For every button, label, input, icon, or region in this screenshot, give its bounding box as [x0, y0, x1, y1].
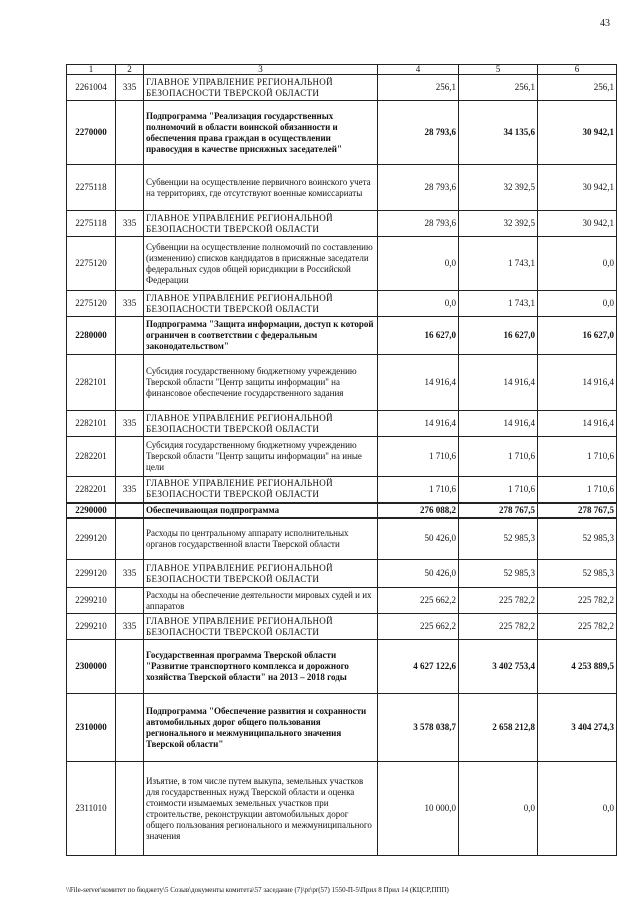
amount-cell: 278 767,5 [538, 503, 617, 518]
description-cell: Изъятие, в том числе путем выкупа, земельных участков для государственных нужд Тверской области и оценка стоимости изымаемых земельных участков при строительстве, реконструкции автомобильных дорог общего пользования регионального и межмуниципального значения [144, 762, 378, 856]
target-code-cell: 2270000 [67, 101, 116, 165]
dept-code-cell: 335 [116, 291, 144, 317]
column-header: 5 [459, 65, 538, 75]
description-cell: ГЛАВНОЕ УПРАВЛЕНИЕ РЕГИОНАЛЬНОЙ БЕЗОПАСНОСТИ ТВЕРСКОЙ ОБЛАСТИ [144, 75, 378, 101]
target-code-cell: 2282101 [67, 411, 116, 437]
amount-cell: 1 710,6 [378, 477, 459, 503]
amount-cell: 14 916,4 [378, 411, 459, 437]
description-cell: ГЛАВНОЕ УПРАВЛЕНИЕ РЕГИОНАЛЬНОЙ БЕЗОПАСНОСТИ ТВЕРСКОЙ ОБЛАСТИ [144, 560, 378, 588]
amount-cell: 32 392,5 [459, 165, 538, 211]
amount-cell: 225 662,2 [378, 588, 459, 614]
target-code-cell: 2275118 [67, 165, 116, 211]
amount-cell: 52 985,3 [538, 518, 617, 560]
target-code-cell: 2275120 [67, 237, 116, 291]
budget-table [66, 64, 617, 856]
description-cell: Подпрограмма "Реализация государственных полномочий в области воинской обязанности и обеспечения права граждан в осуществлении правосудия в качестве присяжных заседателей" [144, 101, 378, 165]
dept-code-cell [116, 640, 144, 694]
amount-cell: 50 426,0 [378, 560, 459, 588]
target-code-cell: 2299120 [67, 560, 116, 588]
description-cell: Подпрограмма "Обеспечение развития и сохранности автомобильных дорог общего пользования регионального и межмуниципального значения Тверской области" [144, 694, 378, 762]
description-cell: ГЛАВНОЕ УПРАВЛЕНИЕ РЕГИОНАЛЬНОЙ БЕЗОПАСНОСТИ ТВЕРСКОЙ ОБЛАСТИ [144, 477, 378, 503]
amount-cell: 14 916,4 [459, 411, 538, 437]
amount-cell: 0,0 [459, 762, 538, 856]
amount-cell: 30 942,1 [538, 101, 617, 165]
table-row [67, 477, 617, 503]
description-cell: Государственная программа Тверской области "Развитие транспортного комплекса и дорожного хозяйства Тверской области" на 2013 – 2018 годы [144, 640, 378, 694]
dept-code-cell: 335 [116, 560, 144, 588]
amount-cell: 1 710,6 [538, 437, 617, 477]
amount-cell: 1 743,1 [459, 237, 538, 291]
amount-cell: 276 088,2 [378, 503, 459, 518]
amount-cell: 256,1 [378, 75, 459, 101]
amount-cell: 1 710,6 [378, 437, 459, 477]
column-header: 4 [378, 65, 459, 75]
description-cell: Обеспечивающая подпрограмма [144, 503, 378, 518]
table-row [67, 355, 617, 411]
dept-code-cell [116, 588, 144, 614]
amount-cell: 28 793,6 [378, 101, 459, 165]
target-code-cell: 2282101 [67, 355, 116, 411]
table-row [67, 762, 617, 856]
amount-cell: 225 782,2 [538, 588, 617, 614]
description-cell: Субсидия государственному бюджетному учреждению Тверской области "Центр защиты информации" на иные цели [144, 437, 378, 477]
amount-cell: 225 782,2 [538, 614, 617, 640]
table-row [67, 560, 617, 588]
dept-code-cell [116, 503, 144, 518]
column-header: 6 [538, 65, 617, 75]
description-cell: Расходы на обеспечение деятельности мировых судей и их аппаратов [144, 588, 378, 614]
amount-cell: 14 916,4 [538, 411, 617, 437]
amount-cell: 1 743,1 [459, 291, 538, 317]
table-row [67, 518, 617, 560]
target-code-cell: 2282201 [67, 477, 116, 503]
amount-cell: 16 627,0 [459, 317, 538, 355]
table-row [67, 588, 617, 614]
amount-cell: 3 404 274,3 [538, 694, 617, 762]
amount-cell: 16 627,0 [538, 317, 617, 355]
dept-code-cell [116, 101, 144, 165]
dept-code-cell [116, 355, 144, 411]
amount-cell: 225 662,2 [378, 614, 459, 640]
amount-cell: 0,0 [538, 762, 617, 856]
dept-code-cell: 335 [116, 211, 144, 237]
amount-cell: 0,0 [378, 291, 459, 317]
amount-cell: 4 253 889,5 [538, 640, 617, 694]
amount-cell: 34 135,6 [459, 101, 538, 165]
amount-cell: 52 985,3 [538, 560, 617, 588]
amount-cell: 30 942,1 [538, 211, 617, 237]
target-code-cell: 2310000 [67, 694, 116, 762]
table-row [67, 640, 617, 694]
target-code-cell: 2290000 [67, 503, 116, 518]
dept-code-cell [116, 518, 144, 560]
target-code-cell: 2299120 [67, 518, 116, 560]
dept-code-cell [116, 237, 144, 291]
dept-code-cell: 335 [116, 477, 144, 503]
amount-cell: 1 710,6 [459, 477, 538, 503]
amount-cell: 3 402 753,4 [459, 640, 538, 694]
amount-cell: 10 000,0 [378, 762, 459, 856]
dept-code-cell: 335 [116, 75, 144, 101]
amount-cell: 256,1 [538, 75, 617, 101]
amount-cell: 0,0 [378, 237, 459, 291]
table-row [67, 165, 617, 211]
amount-cell: 225 782,2 [459, 588, 538, 614]
target-code-cell: 2282201 [67, 437, 116, 477]
dept-code-cell: 335 [116, 411, 144, 437]
amount-cell: 32 392,5 [459, 211, 538, 237]
amount-cell: 30 942,1 [538, 165, 617, 211]
amount-cell: 52 985,3 [459, 560, 538, 588]
table-row [67, 237, 617, 291]
amount-cell: 16 627,0 [378, 317, 459, 355]
amount-cell: 1 710,6 [459, 437, 538, 477]
amount-cell: 1 710,6 [538, 477, 617, 503]
dept-code-cell [116, 317, 144, 355]
table-row [67, 291, 617, 317]
table-row [67, 211, 617, 237]
description-cell: ГЛАВНОЕ УПРАВЛЕНИЕ РЕГИОНАЛЬНОЙ БЕЗОПАСНОСТИ ТВЕРСКОЙ ОБЛАСТИ [144, 211, 378, 237]
target-code-cell: 2299210 [67, 614, 116, 640]
description-cell: Субвенции на осуществление полномочий по составлению (изменению) списков кандидатов в присяжные заседатели федеральных судов общей юрисдикции в Российской Федерации [144, 237, 378, 291]
table-row [67, 101, 617, 165]
target-code-cell: 2299210 [67, 588, 116, 614]
table-row [67, 317, 617, 355]
table-row [67, 437, 617, 477]
description-cell: ГЛАВНОЕ УПРАВЛЕНИЕ РЕГИОНАЛЬНОЙ БЕЗОПАСНОСТИ ТВЕРСКОЙ ОБЛАСТИ [144, 614, 378, 640]
amount-cell: 225 782,2 [459, 614, 538, 640]
column-header: 3 [144, 65, 378, 75]
amount-cell: 256,1 [459, 75, 538, 101]
amount-cell: 3 578 038,7 [378, 694, 459, 762]
dept-code-cell [116, 165, 144, 211]
dept-code-cell [116, 762, 144, 856]
amount-cell: 28 793,6 [378, 211, 459, 237]
description-cell: Субсидия государственному бюджетному учреждению Тверской области "Центр защиты информации" на финансовое обеспечение государственного задания [144, 355, 378, 411]
target-code-cell: 2311010 [67, 762, 116, 856]
dept-code-cell [116, 437, 144, 477]
description-cell: Субвенции на осуществление первичного воинского учета на территориях, где отсутствуют военные комиссариаты [144, 165, 378, 211]
description-cell: Подпрограмма "Защита информации, доступ к которой ограничен в соответствии с федеральным законодательством" [144, 317, 378, 355]
amount-cell: 278 767,5 [459, 503, 538, 518]
target-code-cell: 2300000 [67, 640, 116, 694]
table-header-row [67, 65, 617, 75]
amount-cell: 0,0 [538, 237, 617, 291]
amount-cell: 50 426,0 [378, 518, 459, 560]
table-row [67, 614, 617, 640]
target-code-cell: 2275120 [67, 291, 116, 317]
amount-cell: 2 658 212,8 [459, 694, 538, 762]
amount-cell: 0,0 [538, 291, 617, 317]
dept-code-cell [116, 694, 144, 762]
table-row [67, 411, 617, 437]
table-row [67, 503, 617, 518]
amount-cell: 14 916,4 [459, 355, 538, 411]
column-header: 1 [67, 65, 116, 75]
target-code-cell: 2275118 [67, 211, 116, 237]
description-cell: Расходы по центральному аппарату исполнительных органов государственной власти Тверской области [144, 518, 378, 560]
target-code-cell: 2280000 [67, 317, 116, 355]
table-row [67, 75, 617, 101]
page-number: 43 [600, 18, 610, 29]
column-header: 2 [116, 65, 144, 75]
amount-cell: 14 916,4 [378, 355, 459, 411]
amount-cell: 4 627 122,6 [378, 640, 459, 694]
description-cell: ГЛАВНОЕ УПРАВЛЕНИЕ РЕГИОНАЛЬНОЙ БЕЗОПАСНОСТИ ТВЕРСКОЙ ОБЛАСТИ [144, 291, 378, 317]
target-code-cell: 2261004 [67, 75, 116, 101]
footer-file-path: \\File-server\комитет по бюджету\5 Созыв\документы комитета\57 заседание (7)\pr\pr(57) 1550-П-5\Прил 8 Прил 14 (КЦСР,ППП) [66, 886, 449, 894]
table-row [67, 694, 617, 762]
description-cell: ГЛАВНОЕ УПРАВЛЕНИЕ РЕГИОНАЛЬНОЙ БЕЗОПАСНОСТИ ТВЕРСКОЙ ОБЛАСТИ [144, 411, 378, 437]
amount-cell: 28 793,6 [378, 165, 459, 211]
amount-cell: 14 916,4 [538, 355, 617, 411]
dept-code-cell: 335 [116, 614, 144, 640]
amount-cell: 52 985,3 [459, 518, 538, 560]
